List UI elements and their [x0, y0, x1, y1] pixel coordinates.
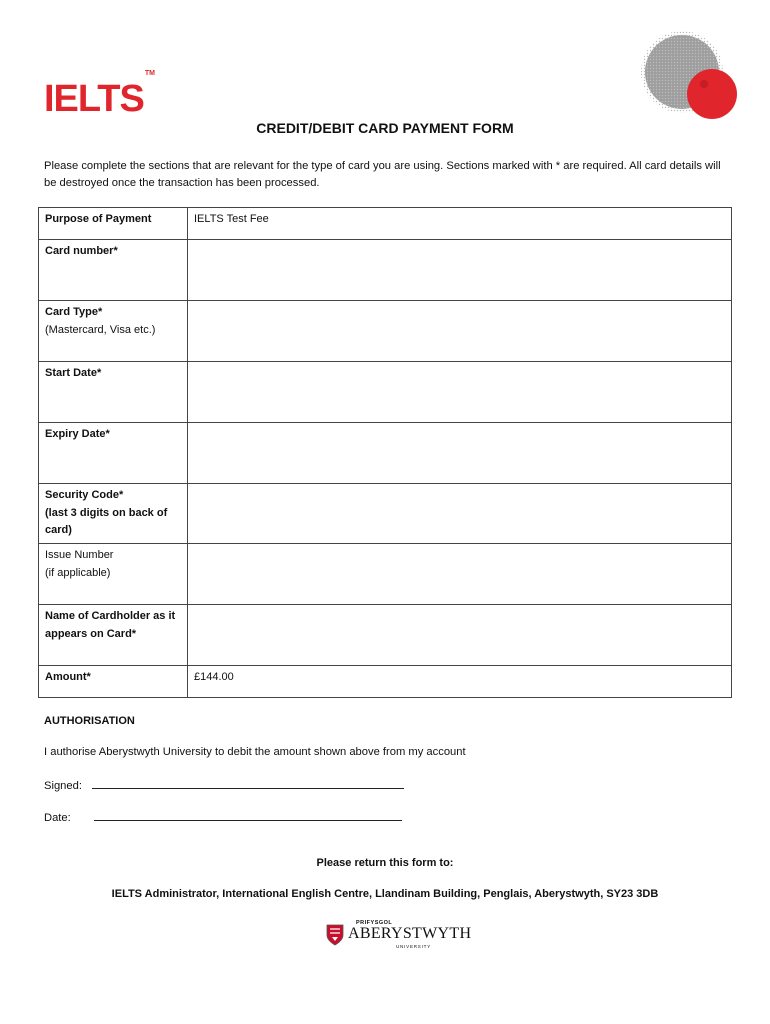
table-row — [39, 362, 732, 423]
university-crest-icon — [326, 924, 344, 946]
amount-value[interactable]: £144.00 — [188, 666, 732, 698]
cardholder-name-field[interactable] — [188, 605, 732, 666]
decorative-circles-icon — [640, 28, 750, 128]
cardholder-label-2: appears on Card* — [45, 627, 137, 640]
start-date-field[interactable] — [188, 362, 732, 423]
signed-row — [44, 778, 404, 792]
expiry-date-field[interactable] — [188, 423, 732, 484]
cardholder-label-cell — [39, 605, 188, 666]
issue-number-label-cell — [39, 544, 188, 605]
card-number-label: Card number* — [39, 240, 188, 301]
cardholder-label-1: Name of Cardholder as it — [45, 610, 176, 622]
card-type-hint: (Mastercard, Visa etc.) — [45, 323, 156, 336]
security-code-field[interactable] — [188, 484, 732, 544]
card-type-field[interactable] — [188, 301, 732, 362]
table-row — [39, 208, 732, 240]
table-row — [39, 423, 732, 484]
security-code-label: Security Code* — [45, 489, 124, 501]
date-row — [44, 810, 402, 824]
payment-form-table — [38, 207, 732, 698]
purpose-label: Purpose of Payment — [39, 208, 188, 240]
security-code-label-cell — [39, 484, 188, 544]
issue-number-label: Issue Number — [45, 549, 114, 561]
card-type-label: Card Type* — [45, 306, 103, 318]
ielts-logo: IELTS™ — [44, 70, 155, 120]
date-label: Date: — [44, 812, 71, 824]
aberystwyth-university-logo — [326, 918, 472, 954]
return-heading: Please return this form to: — [316, 857, 454, 869]
table-row — [39, 544, 732, 605]
university-suffix: UNIVERSITY — [396, 944, 432, 949]
card-number-field[interactable] — [188, 240, 732, 301]
amount-label: Amount* — [39, 666, 188, 698]
page-title: CREDIT/DEBIT CARD PAYMENT FORM — [256, 120, 514, 136]
authorisation-text: I authorise Aberystwyth University to debit the amount shown above from my account — [44, 746, 466, 758]
signed-label: Signed: — [44, 780, 82, 792]
university-name: ABERYSTWYTH — [348, 925, 472, 942]
return-address: IELTS Administrator, International English Centre, Llandinam Building, Penglais, Aberystwyth, SY23 3DB — [111, 888, 659, 900]
table-row — [39, 484, 732, 544]
issue-number-hint: (if applicable) — [45, 566, 111, 579]
expiry-date-label: Expiry Date* — [39, 423, 188, 484]
start-date-label: Start Date* — [39, 362, 188, 423]
signature-line[interactable] — [92, 778, 404, 789]
table-row — [39, 666, 732, 698]
security-code-hint-1: (last 3 digits on back of — [45, 506, 168, 519]
table-row — [39, 240, 732, 301]
date-line[interactable] — [94, 810, 402, 821]
purpose-value[interactable]: IELTS Test Fee — [188, 208, 732, 240]
authorisation-heading: AUTHORISATION — [44, 715, 135, 727]
table-row — [39, 301, 732, 362]
university-prefix: PRIFYSGOL — [356, 920, 393, 926]
intro-text: Please complete the sections that are relevant for the type of card you are using. Sections marked with * are required. All card details will be destroyed once the transaction has been processed. — [44, 160, 721, 189]
security-code-hint-2: card) — [45, 524, 72, 536]
issue-number-field[interactable] — [188, 544, 732, 605]
table-row — [39, 605, 732, 666]
card-type-label-cell — [39, 301, 188, 362]
